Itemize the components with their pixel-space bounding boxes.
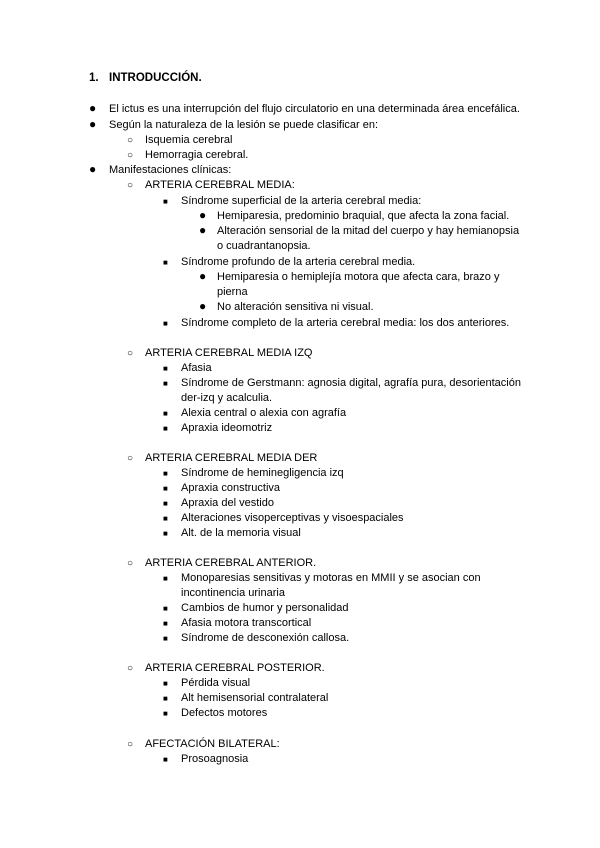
section-title: ARTERIA CEREBRAL ANTERIOR. <box>145 557 317 569</box>
bullet-square: ■ <box>163 424 168 433</box>
list-item: No alteración sensitiva ni visual. <box>217 301 374 313</box>
list-item: Síndrome de heminegligencia izq <box>181 467 344 479</box>
list-item: Alteración sensorial de la mitad del cuerpo y hay hemianopsia <box>217 225 520 237</box>
list-item: Alt. de la memoria visual <box>181 527 301 539</box>
list-item-continuation: o cuadrantanopsia. <box>217 240 311 252</box>
list-item: Apraxia ideomotriz <box>181 422 273 434</box>
bullet-circle: ○ <box>127 739 134 750</box>
bullet-square: ■ <box>163 499 168 508</box>
list-item: Síndrome profundo de la arteria cerebral media. <box>181 256 416 268</box>
list-item: Prosoagnosia <box>181 753 249 765</box>
list-item-continuation: incontinencia urinaria <box>181 587 285 599</box>
list-item: Hemiparesia o hemiplejía motora que afecta cara, brazo y <box>217 271 500 283</box>
bullet-square: ■ <box>163 319 168 328</box>
bullet-disc: ● <box>199 269 207 283</box>
list-item: Síndrome completo de la arteria cerebral media: los dos anteriores. <box>181 317 510 329</box>
bullet-circle: ○ <box>127 135 134 146</box>
list-item: Alt hemisensorial contralateral <box>181 692 329 704</box>
list-item: Según la naturaleza de la lesión se puede clasificar en: <box>109 119 379 131</box>
list-item-continuation: der-izq y acalculia. <box>181 392 273 404</box>
list-item: Defectos motores <box>181 707 268 719</box>
section-title: ARTERIA CEREBRAL MEDIA IZQ <box>145 347 313 359</box>
list-item: Alteraciones visoperceptivas y visoespaciales <box>181 512 404 524</box>
bullet-circle: ○ <box>127 558 134 569</box>
section-title: ARTERIA CEREBRAL MEDIA: <box>145 179 295 191</box>
bullet-disc: ● <box>89 162 97 176</box>
bullet-square: ■ <box>163 364 168 373</box>
bullet-square: ■ <box>163 709 168 718</box>
list-item: Síndrome superficial de la arteria cerebral media: <box>181 195 422 207</box>
section-title: AFECTACIÓN BILATERAL: <box>145 738 280 750</box>
bullet-square: ■ <box>163 755 168 764</box>
bullet-circle: ○ <box>127 180 134 191</box>
bullet-disc: ● <box>199 299 207 313</box>
heading-title: INTRODUCCIÓN. <box>109 72 202 84</box>
bullet-disc: ● <box>199 208 207 222</box>
bullet-disc: ● <box>89 101 97 115</box>
bullet-circle: ○ <box>127 453 134 464</box>
list-item: Alexia central o alexia con agrafía <box>181 407 347 419</box>
bullet-square: ■ <box>163 469 168 478</box>
section-title: ARTERIA CEREBRAL POSTERIOR. <box>145 662 325 674</box>
list-item: Hemiparesia, predominio braquial, que afecta la zona facial. <box>217 210 510 222</box>
section-title: ARTERIA CEREBRAL MEDIA DER <box>145 452 318 464</box>
bullet-square: ■ <box>163 258 168 267</box>
bullet-square: ■ <box>163 484 168 493</box>
bullet-square: ■ <box>163 197 168 206</box>
list-item: Manifestaciones clínicas: <box>109 164 232 176</box>
bullet-square: ■ <box>163 619 168 628</box>
list-item: Monoparesias sensitivas y motoras en MMII y se asocian con <box>181 572 481 584</box>
bullet-square: ■ <box>163 529 168 538</box>
bullet-square: ■ <box>163 694 168 703</box>
bullet-square: ■ <box>163 514 168 523</box>
list-item: Isquemia cerebral <box>145 134 233 146</box>
list-item: Apraxia del vestido <box>181 497 274 509</box>
bullet-circle: ○ <box>127 150 134 161</box>
bullet-disc: ● <box>199 223 207 237</box>
list-item: Afasia motora transcortical <box>181 617 312 629</box>
list-item: El ictus es una interrupción del flujo circulatorio en una determinada área encefálica. <box>109 103 520 115</box>
list-item: Síndrome de Gerstmann: agnosia digital, agrafía pura, desorientación <box>181 377 521 389</box>
heading-number: 1. <box>89 72 99 84</box>
bullet-circle: ○ <box>127 348 134 359</box>
bullet-circle: ○ <box>127 663 134 674</box>
bullet-disc: ● <box>89 117 97 131</box>
bullet-square: ■ <box>163 604 168 613</box>
list-item: Cambios de humor y personalidad <box>181 602 349 614</box>
bullet-square: ■ <box>163 409 168 418</box>
list-item: Apraxia constructiva <box>181 482 281 494</box>
list-item-continuation: pierna <box>217 286 248 298</box>
bullet-square: ■ <box>163 634 168 643</box>
list-item: Afasia <box>181 362 212 374</box>
bullet-square: ■ <box>163 379 168 388</box>
bullet-square: ■ <box>163 574 168 583</box>
list-item: Síndrome de desconexión callosa. <box>181 632 350 644</box>
list-item: Hemorragia cerebral. <box>145 149 249 161</box>
bullet-square: ■ <box>163 679 168 688</box>
list-item: Pérdida visual <box>181 677 251 689</box>
